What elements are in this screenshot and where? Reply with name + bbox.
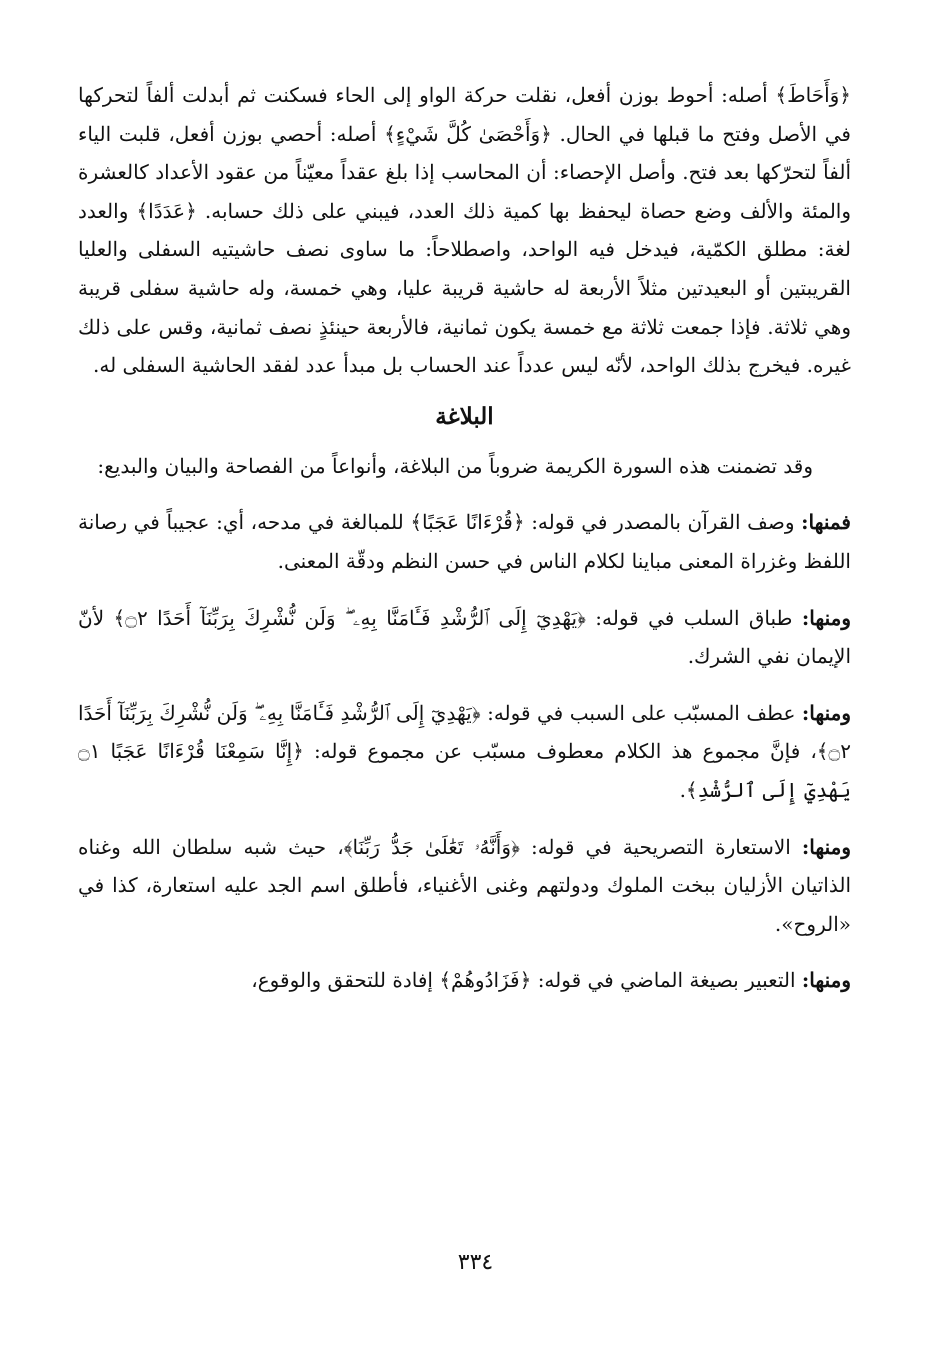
page-number: ٣٣٤ [457,1250,494,1275]
morphology-paragraph: ﴿وَأَحَاطَ﴾ أصله: أحوط بوزن أفعل، نقلت حركة الواو إلى الحاء فسكنت ثم أبدلت ألفاً لتحركها في الأصل وفتح ما قبلها في الحال. ﴿وَأَحْصَىٰ كُلَّ شَيْءٍ﴾ أصله: أحصي بوزن أفعل، قلبت الياء ألفاً لتحرّكها بعد فتح. وأصل الإحصاء: أن المحاسب إذا بلغ عقداً معيّناً من عقود الأعداد كالعشرة والمئة والألف وضع حصاة ليحفظ بها كمية ذلك العدد، فيبني على ذلك حسابه. ﴿عَدَدًا﴾ والعدد لغة: مطلق الكمّية، فيدخل فيه الواحد، واصطلاحاً: ما ساوى نصف حاشيتيه السفلى والعليا القريبتين أو البعيدتين مثلاً الأربعة له حاشية قريبة عليا، وهي خمسة، وله حاشية سفلى قريبة وهي ثلاثة. فإذا جمعت ثلاثة مع خمسة يكون ثمانية، فالأربعة حينئذٍ نصف ثمانية، وقس على ذلك غيره. فيخرج بذلك الواحد، لأنّه ليس عدداً عند الحساب بل مبدأ عدد لفقد الحاشية السفلى له. [78,83,851,378]
item-lead: ومنها: [801,605,851,630]
balagha-intro: وقد تضمنت هذه السورة الكريمة ضروباً من البلاغة، وأنواعاً من الفصاحة والبيان والبديع: [97,453,813,478]
item-text: طباق السلب في قوله: ﴿يَهْدِيٓ إِلَى ٱلرُّشْدِ فَـَٔامَنَّا بِهِۦ ۖ وَلَن نُّشْرِكَ بِرَبِّنَآ أَحَدًا ۝٢﴾ لأنّ الإيمان نفي الشرك. [78,605,851,669]
balagha-item [78,503,851,580]
item-text: التعبير بصيغة الماضي في قوله: ﴿فَزَادُوهُمْ﴾ إفادة للتحقق والوقوع، [251,968,802,993]
page-body [78,76,851,1000]
item-lead: ومنها: [801,700,851,725]
item-lead: ومنها: [801,834,851,859]
item-text: الاستعارة التصريحية في قوله: ﴿وَأَنَّهُۥ تَعَٰلَىٰ جَدُّ رَبِّنَا﴾، حيث شبه سلطان الله وغناه الذاتيان الأزليان ببخت الملوك ودولتهم وغنى الأغنياء، فأطلق اسم الجد عليه استعارة، كذا في «الروح». [78,834,851,936]
section-title: البلاغة [435,402,494,430]
balagha-item [78,694,851,810]
spacer [78,676,851,694]
item-text: عطف المسبّب على السبب في قوله: ﴿يَهْدِيٓ إِلَى ٱلرُّشْدِ فَـَٔامَنَّا بِهِۦ ۖ وَلَن نُّشْرِكَ بِرَبِّنَآ أَحَدًا ۝٢﴾، فإنَّ مجموع هذ الكلام معطوف مسبّب عن مجموع قوله: ﴿إِنَّا سَمِعْنَا قُرْءَانًا عَجَبًا ۝١ يَهْدِيٓ إِلَى ٱلرُّشْدِ﴾. [78,700,851,802]
item-lead: فمنها: [801,510,851,535]
spacer [78,943,851,961]
balagha-item [78,828,851,944]
spacer [78,485,851,503]
spacer [78,810,851,828]
spacer [78,581,851,599]
balagha-item [78,599,851,676]
item-text: وصف القرآن بالمصدر في قوله: ﴿قُرْءَانًا عَجَبًا﴾ للمبالغة في مدحه، أي: عجيباً في رصانة اللفظ وغزراة المعنى مباينا لكلام الناس في حسن النظم ودقّة المعنى. [78,510,851,573]
balagha-item [78,961,851,1000]
item-lead: ومنها: [801,968,851,993]
